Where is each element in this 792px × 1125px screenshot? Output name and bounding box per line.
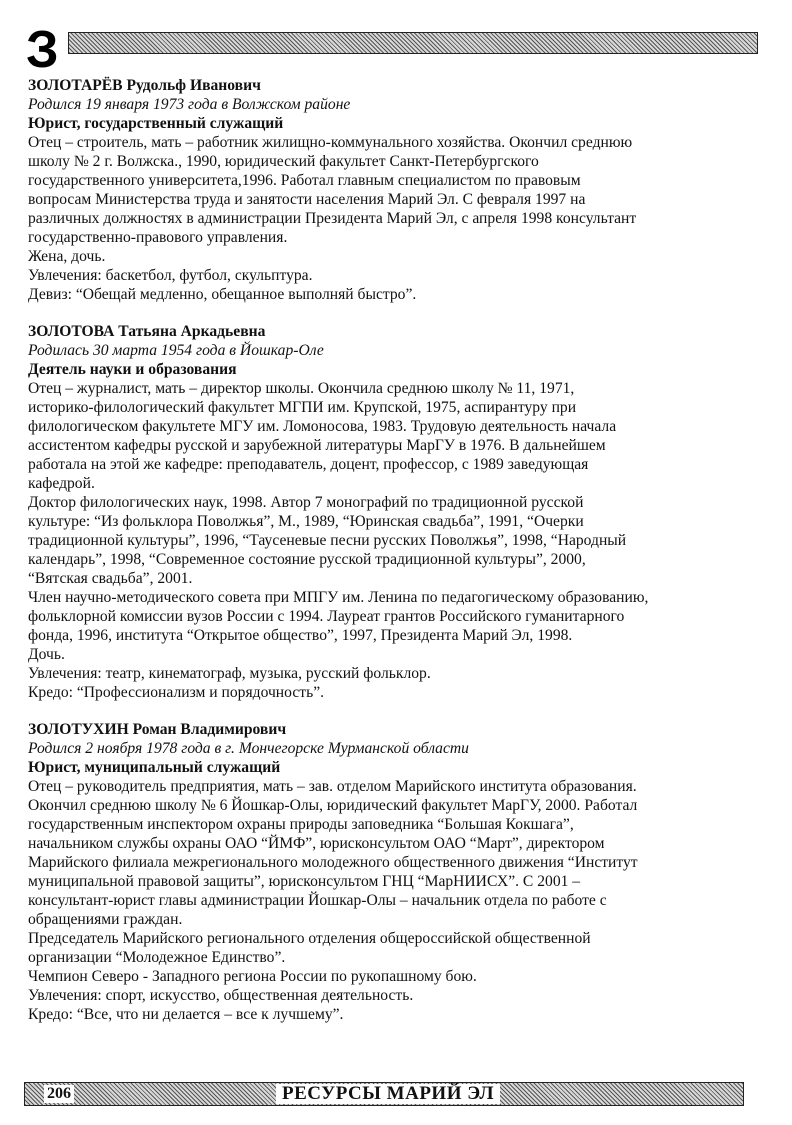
bio-line: государственно-правового управления. (28, 229, 288, 246)
occupation: Деятель науки и образования (28, 361, 237, 378)
occupation: Юрист, муниципальный служащий (28, 759, 281, 776)
person-name: ЗОЛОТУХИН Роман Владимирович (28, 721, 287, 738)
bio-line: “Вятская свадьба”, 2001. (28, 570, 193, 587)
bio-line: Окончил среднюю школу № 6 Йошкар-Олы, юридический факультет МарГУ, 2000. Работал (28, 797, 638, 814)
bio-entry (28, 76, 768, 304)
bio-line: работала на этой же кафедре: преподаватель, доцент, профессор, с 1989 заведующая (28, 456, 589, 473)
bio-line: Отец – руководитель предприятия, мать – зав. отделом Марийского института образования. (28, 778, 637, 795)
bio-line: кафедрой. (28, 475, 95, 492)
header-hatch-bar (68, 32, 758, 54)
bio-line: Дочь. (28, 646, 65, 663)
bio-line: вопросам Министерства труда и занятости населения Марий Эл. С февраля 1997 на (28, 191, 586, 208)
bio-line: Девиз: “Обещай медленно, обещанное выполняй быстро”. (28, 286, 417, 303)
page-number: 206 (44, 1085, 74, 1103)
bio-line: филологическом факультете МГУ им. Ломоносова, 1983. Трудовую деятельность начала (28, 418, 617, 435)
birth-info: Родился 19 января 1973 года в Волжском районе (28, 96, 351, 113)
bio-line: обращениями граждан. (28, 911, 183, 928)
bio-line: Увлечения: театр, кинематограф, музыка, русский фольклор. (28, 665, 431, 682)
bio-line: Жена, дочь. (28, 248, 106, 265)
bio-line: Доктор филологических наук, 1998. Автор 7 монографий по традиционной русской (28, 494, 584, 511)
occupation: Юрист, государственный служащий (28, 115, 284, 132)
person-name: ЗОЛОТОВА Татьяна Аркадьевна (28, 323, 266, 340)
birth-info: Родилась 30 марта 1954 года в Йошкар-Оле (28, 342, 324, 359)
bio-line: школу № 2 г. Волжска., 1990, юридический факультет Санкт-Петербургского (28, 153, 539, 170)
bio-line: Отец – журналист, мать – директор школы. Окончила среднюю школу № 11, 1971, (28, 380, 575, 397)
bio-line: Кредо: “Профессионализм и порядочность”. (28, 684, 325, 701)
bio-line: Кредо: “Все, что ни делается – все к лучшему”. (28, 1006, 344, 1023)
bio-entry (28, 720, 768, 1024)
bio-line: фольклорной комиссии вузов России с 1994. Лауреат грантов Российского гуманитарного (28, 608, 625, 625)
page-footer (24, 1082, 764, 1108)
bio-line: консультант-юрист главы администрации Йошкар-Олы – начальник отдела по работе с (28, 892, 607, 909)
bio-line: государственным инспектором охраны природы заповедника “Большая Кокшага”, (28, 816, 574, 833)
person-name: ЗОЛОТАРЁВ Рудольф Иванович (28, 77, 261, 94)
bio-line: Увлечения: баскетбол, футбол, скульптура. (28, 267, 313, 284)
bio-line: Председатель Марийского регионального отделения общероссийской общественной (28, 930, 591, 947)
bio-line: ассистентом кафедры русской и зарубежной литературы МарГУ в 1976. В дальнейшем (28, 437, 606, 454)
bio-line: различных должностях в администрации Президента Марий Эл, с апреля 1998 консультант (28, 210, 637, 227)
bio-line: Чемпион Северо - Западного региона России по рукопашному бою. (28, 968, 477, 985)
bio-line: Увлечения: спорт, искусство, общественная деятельность. (28, 987, 414, 1004)
bio-line: начальником службы охраны ОАО “ЙМФ”, юрисконсультом ОАО “Март”, директором (28, 835, 605, 852)
page-content (28, 76, 768, 1042)
bio-line: культуре: “Из фольклора Поволжья”, М., 1989, “Юринская свадьба”, 1991, “Очерки (28, 513, 584, 530)
running-title: РЕСУРСЫ МАРИЙ ЭЛ (276, 1084, 500, 1104)
bio-line: муниципальной правовой защиты”, юрисконсультом ГНЦ “МарНИИСХ”. С 2001 – (28, 873, 581, 890)
bio-line: организации “Молодежное Единство”. (28, 949, 286, 966)
bio-line: традиционной культуры”, 1996, “Таусеневые песни русских Поволжья”, 1998, “Народный (28, 532, 627, 549)
bio-line: календарь”, 1998, “Современное состояние русской традиционной культуры”, 2000, (28, 551, 586, 568)
bio-entry (28, 322, 768, 702)
bio-line: фонда, 1996, института “Открытое общество”, 1997, Президента Марий Эл, 1998. (28, 627, 573, 644)
section-letter: З (26, 21, 59, 79)
bio-line: Марийского филиала межрегионального молодежного общественного движения “Институт (28, 854, 638, 871)
bio-line: Член научно-методического совета при МПГУ им. Ленина по педагогическому образованию, (28, 589, 649, 606)
bio-line: Отец – строитель, мать – работник жилищно-коммунального хозяйства. Окончил среднюю (28, 134, 633, 151)
birth-info: Родился 2 ноября 1978 года в г. Мончегорске Мурманской области (28, 740, 469, 757)
bio-line: государственного университета,1996. Работал главным специалистом по правовым (28, 172, 581, 189)
section-header (24, 21, 764, 79)
bio-line: историко-филологический факультет МГПИ им. Крупской, 1975, аспирантуру при (28, 399, 577, 416)
